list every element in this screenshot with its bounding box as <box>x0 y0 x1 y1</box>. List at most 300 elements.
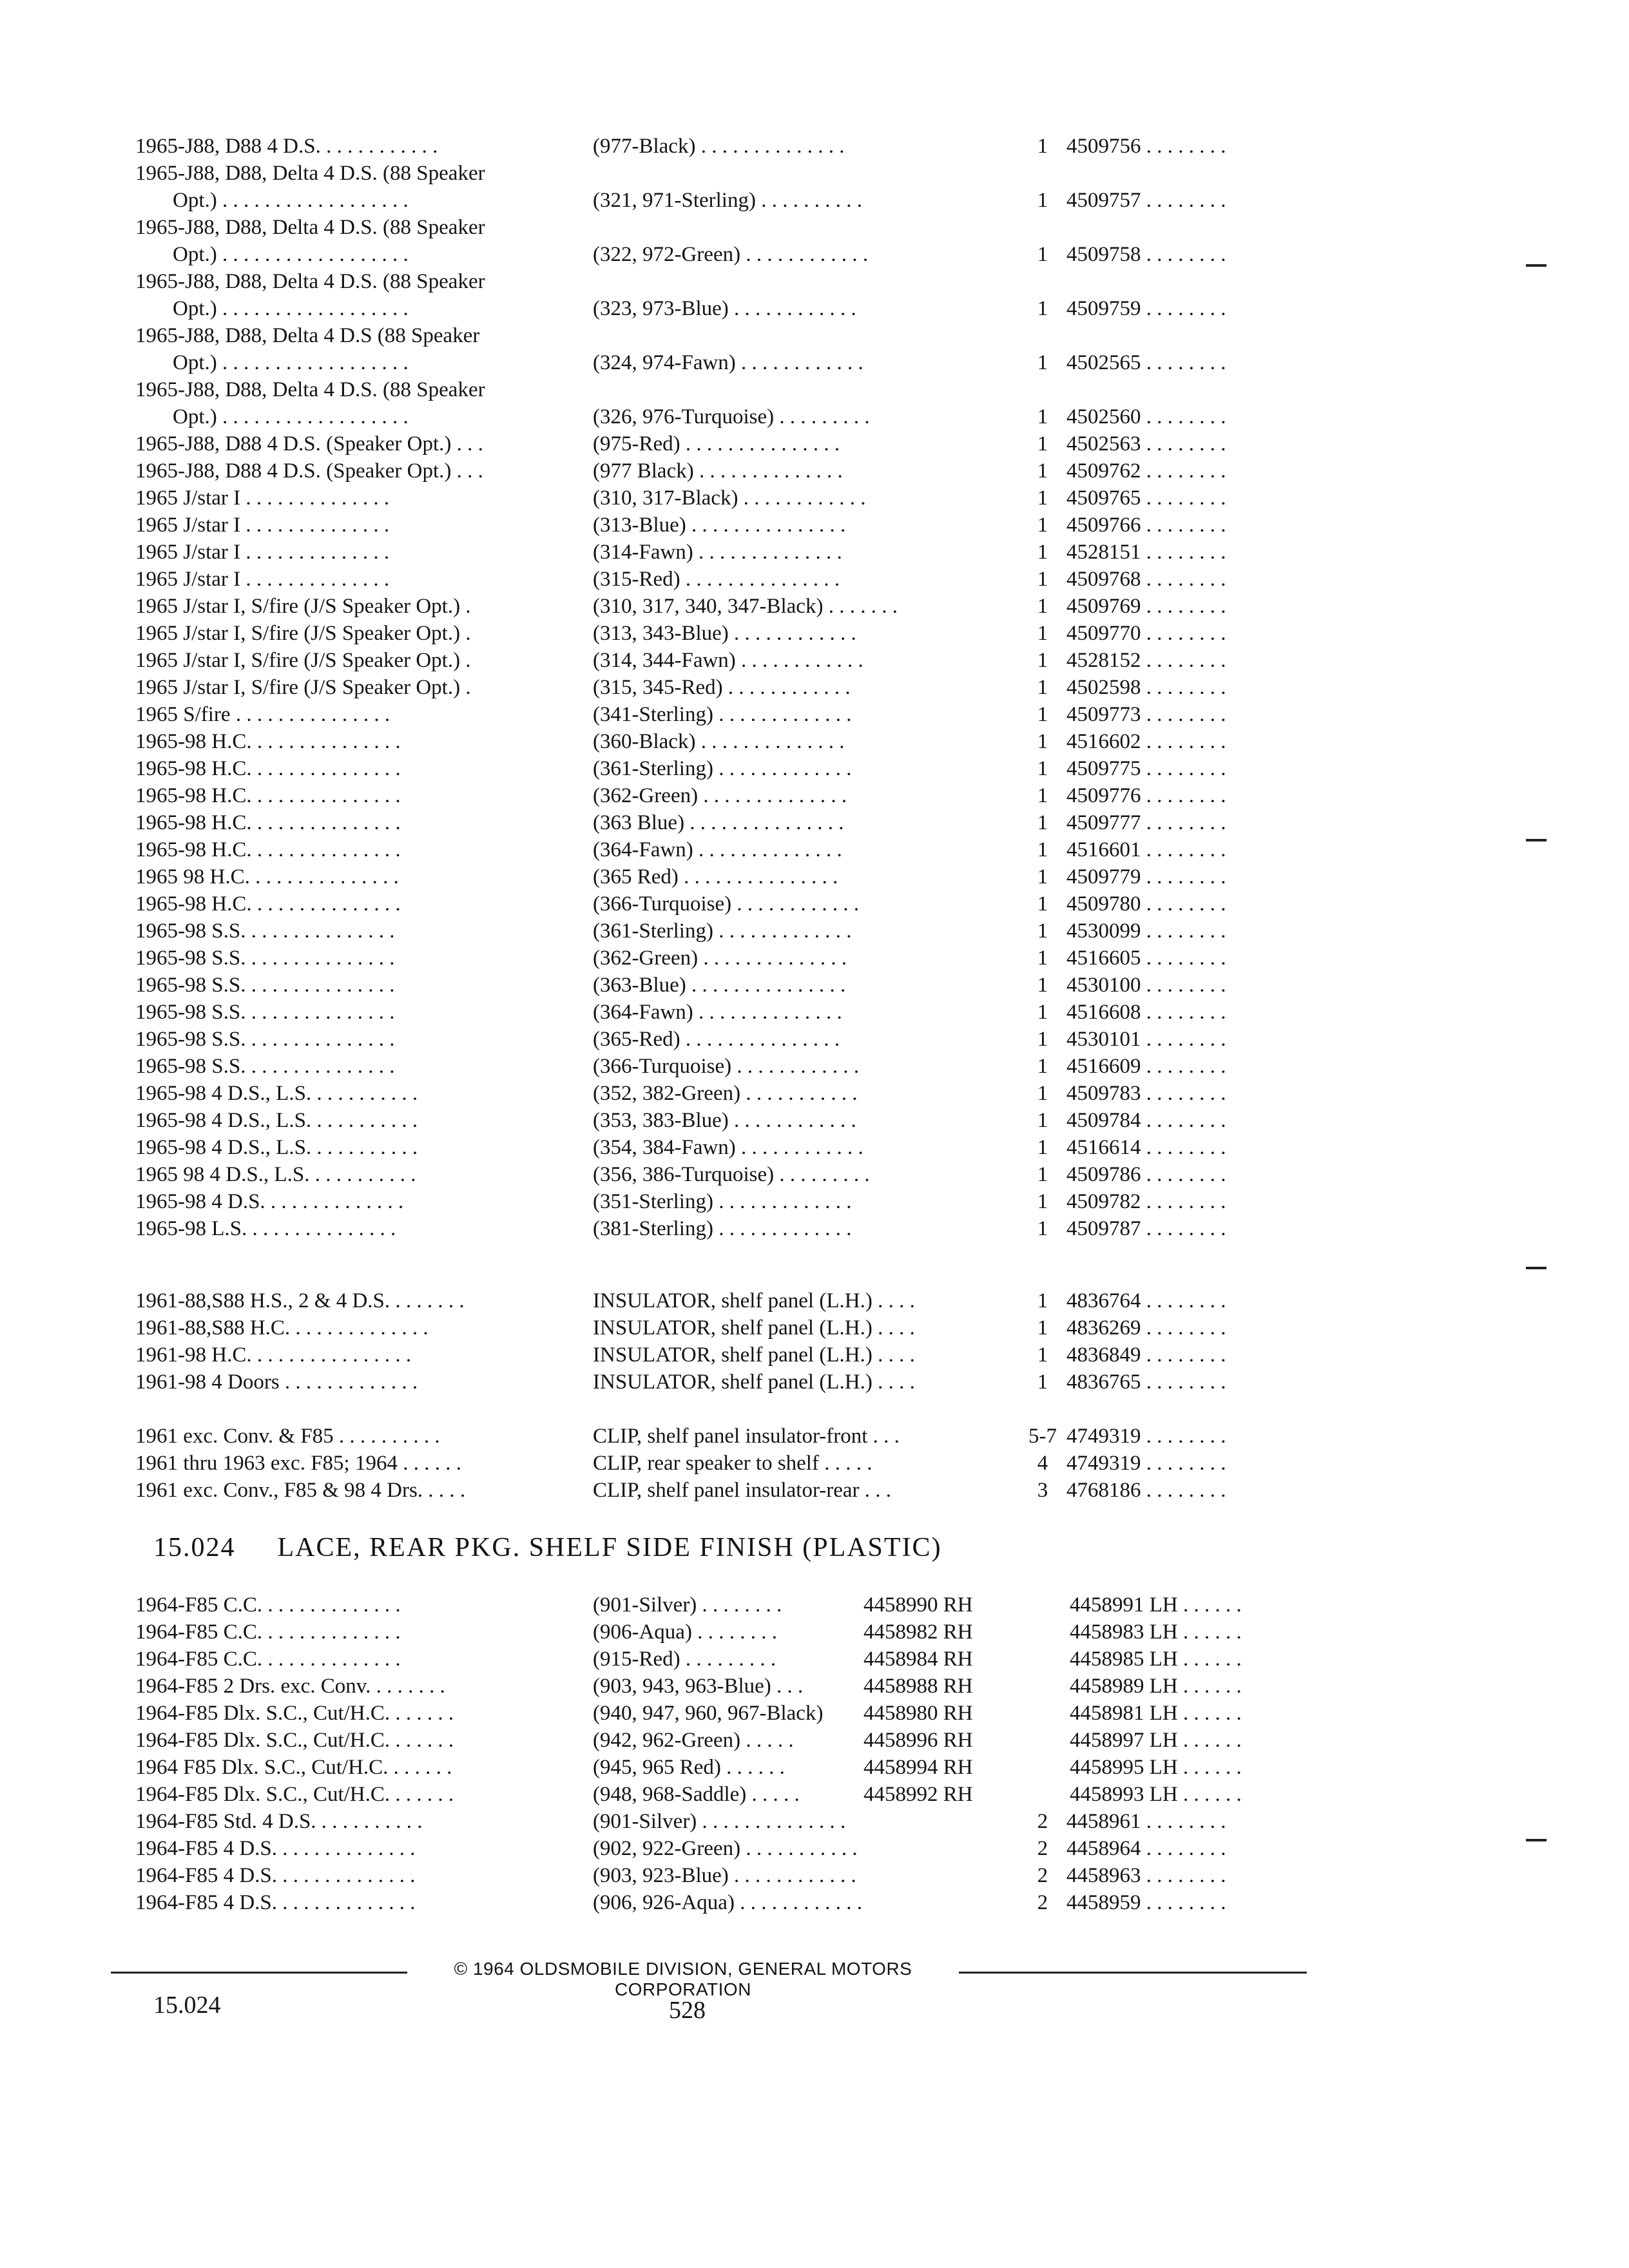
section-heading <box>153 1532 942 1563</box>
model-description <box>135 890 567 918</box>
quantity: 1 <box>1037 811 1048 834</box>
table-row <box>0 1287 1629 1314</box>
model-description <box>135 1314 567 1341</box>
part-number-rh: 4458994 RH <box>863 1756 973 1779</box>
table-row <box>0 890 1629 918</box>
quantity: 1 <box>1037 1055 1048 1078</box>
quantity: 1 <box>1037 541 1048 564</box>
part-number: 4836765 . . . . . . . . <box>1066 1370 1226 1394</box>
model-description <box>135 1450 567 1477</box>
part-name: (977-Black) . . . . . . . . . . . . . . <box>593 135 845 158</box>
part-number-lh: 4458991 LH . . . . . . <box>1070 1593 1242 1617</box>
model-description-line: 1965-98 4 D.S., L.S. . . . . . . . . . . <box>135 1109 418 1132</box>
part-number: 4509758 . . . . . . . . <box>1066 243 1226 266</box>
part-name: (361-Sterling) . . . . . . . . . . . . . <box>593 919 852 943</box>
part-name: (901-Silver) . . . . . . . . <box>593 1593 782 1617</box>
quantity: 1 <box>1037 1082 1048 1105</box>
part-number: 4502565 . . . . . . . . <box>1066 351 1226 374</box>
model-description-continuation: Opt.) . . . . . . . . . . . . . . . . . . <box>173 297 409 320</box>
copyright-line: © 1964 OLDSMOBILE DIVISION, GENERAL MOTORS CORPORATION <box>454 1959 912 1999</box>
model-description <box>135 430 567 457</box>
model-description <box>135 1053 567 1080</box>
part-number: 4509759 . . . . . . . . <box>1066 297 1226 320</box>
quantity: 1 <box>1037 405 1048 428</box>
model-description <box>135 782 567 809</box>
model-description-line: 1965-98 S.S. . . . . . . . . . . . . . . <box>135 947 395 970</box>
part-name: (322, 972-Green) . . . . . . . . . . . . <box>593 243 869 266</box>
part-name: (352, 382-Green) . . . . . . . . . . . <box>593 1082 858 1105</box>
part-number: 4509756 . . . . . . . . <box>1066 135 1226 158</box>
margin-mark <box>1526 839 1547 841</box>
table-row <box>0 972 1629 999</box>
model-description-line: 1961-98 H.C. . . . . . . . . . . . . . . . <box>135 1343 412 1367</box>
quantity: 1 <box>1037 1316 1048 1340</box>
table-row <box>0 430 1629 457</box>
table-row <box>0 1808 1629 1835</box>
model-description <box>135 1161 567 1188</box>
part-number: 4530100 . . . . . . . . <box>1066 974 1226 997</box>
table-row <box>0 1619 1629 1646</box>
part-number-lh: 4458993 LH . . . . . . <box>1070 1783 1242 1806</box>
model-description <box>135 1808 567 1835</box>
part-name: (902, 922-Green) . . . . . . . . . . . <box>593 1837 858 1860</box>
model-description-line: 1965-J88, D88, Delta 4 D.S. (88 Speaker <box>135 216 485 239</box>
part-number: 4509787 . . . . . . . . <box>1066 1217 1226 1240</box>
part-number-rh: 4458988 RH <box>863 1675 973 1698</box>
model-description <box>135 512 567 539</box>
model-description-line: 1965 98 H.C. . . . . . . . . . . . . . . <box>135 865 399 889</box>
part-name: (314-Fawn) . . . . . . . . . . . . . . <box>593 541 842 564</box>
quantity: 1 <box>1037 784 1048 807</box>
model-description <box>135 863 567 890</box>
part-number: 4749319 . . . . . . . . <box>1066 1452 1226 1475</box>
part-number-rh: 4458982 RH <box>863 1620 973 1644</box>
part-number: 4836269 . . . . . . . . <box>1066 1316 1226 1340</box>
part-name: (915-Red) . . . . . . . . . <box>593 1648 776 1671</box>
part-name: (326, 976-Turquoise) . . . . . . . . . <box>593 405 870 428</box>
part-number-rh: 4458984 RH <box>863 1648 973 1671</box>
part-name: INSULATOR, shelf panel (L.H.) . . . . <box>593 1289 915 1312</box>
table-row <box>0 1781 1629 1808</box>
part-number: 4516605 . . . . . . . . <box>1066 947 1226 970</box>
part-number: 4458961 . . . . . . . . <box>1066 1810 1226 1833</box>
model-description <box>135 1341 567 1369</box>
quantity: 1 <box>1037 892 1048 916</box>
quantity: 1 <box>1037 351 1048 374</box>
part-name: (977 Black) . . . . . . . . . . . . . . <box>593 459 843 483</box>
table-row <box>0 376 1629 430</box>
quantity: 1 <box>1037 730 1048 753</box>
table-row <box>0 1477 1629 1504</box>
part-number: 4509780 . . . . . . . . <box>1066 892 1226 916</box>
model-description <box>135 972 567 999</box>
part-number-lh: 4458981 LH . . . . . . <box>1070 1702 1242 1725</box>
part-name: (906-Aqua) . . . . . . . . <box>593 1620 777 1644</box>
model-description <box>135 1107 567 1134</box>
part-number: 4768186 . . . . . . . . <box>1066 1479 1226 1502</box>
part-name: (363 Blue) . . . . . . . . . . . . . . . <box>593 811 844 834</box>
part-name: (356, 386-Turquoise) . . . . . . . . . <box>593 1163 870 1186</box>
part-number: 4528151 . . . . . . . . <box>1066 541 1226 564</box>
part-name: (940, 947, 960, 967-Black) <box>593 1702 824 1725</box>
table-row <box>0 1423 1629 1450</box>
model-description <box>135 160 567 214</box>
part-number: 4509766 . . . . . . . . <box>1066 514 1226 537</box>
margin-mark <box>1526 1839 1547 1841</box>
part-name: INSULATOR, shelf panel (L.H.) . . . . <box>593 1316 915 1340</box>
part-number: 4509783 . . . . . . . . <box>1066 1082 1226 1105</box>
model-description-line: 1965 S/fire . . . . . . . . . . . . . . . <box>135 703 390 726</box>
model-description-line: 1965-J88, D88, Delta 4 D.S (88 Speaker <box>135 324 480 347</box>
part-name: (903, 923-Blue) . . . . . . . . . . . . <box>593 1864 856 1887</box>
part-name: INSULATOR, shelf panel (L.H.) . . . . <box>593 1343 915 1367</box>
part-number: 4509762 . . . . . . . . <box>1066 459 1226 483</box>
quantity: 1 <box>1037 703 1048 726</box>
part-number: 4509757 . . . . . . . . <box>1066 189 1226 212</box>
model-description: 1964 F85 Dlx. S.C., Cut/H.C. . . . . . . <box>135 1756 452 1779</box>
model-description-line: 1965 J/star I, S/fire (J/S Speaker Opt.) . <box>135 649 471 672</box>
part-name: (362-Green) . . . . . . . . . . . . . . <box>593 947 847 970</box>
table-row <box>0 1161 1629 1188</box>
model-description <box>135 1477 567 1504</box>
part-name: (363-Blue) . . . . . . . . . . . . . . . <box>593 974 846 997</box>
part-number: 4516608 . . . . . . . . <box>1066 1001 1226 1024</box>
part-name: (975-Red) . . . . . . . . . . . . . . . <box>593 432 840 456</box>
part-name: (942, 962-Green) . . . . . <box>593 1729 794 1752</box>
model-description-line: 1965 J/star I, S/fire (J/S Speaker Opt.) . <box>135 676 471 699</box>
table-row <box>0 1591 1629 1619</box>
page-number: 528 <box>669 1997 706 2024</box>
table-row <box>0 1026 1629 1053</box>
part-number: 4509776 . . . . . . . . <box>1066 784 1226 807</box>
model-description-line: 1965-J88, D88, Delta 4 D.S. (88 Speaker <box>135 270 485 293</box>
table-row <box>0 322 1629 376</box>
table-row <box>0 1080 1629 1107</box>
model-description-line: 1965-98 L.S. . . . . . . . . . . . . . . <box>135 1217 396 1240</box>
quantity: 1 <box>1037 459 1048 483</box>
model-description <box>135 809 567 836</box>
quantity: 1 <box>1037 432 1048 456</box>
model-description-line: 1965-98 S.S. . . . . . . . . . . . . . . <box>135 1055 395 1078</box>
model-description-line: 1965-98 S.S. . . . . . . . . . . . . . . <box>135 1001 395 1024</box>
model-description <box>135 728 567 755</box>
part-number: 4502560 . . . . . . . . <box>1066 405 1226 428</box>
quantity: 2 <box>1037 1864 1048 1887</box>
part-number: 4458959 . . . . . . . . <box>1066 1891 1226 1914</box>
part-name: (314, 344-Fawn) . . . . . . . . . . . . <box>593 649 863 672</box>
quantity: 1 <box>1037 1001 1048 1024</box>
table-row <box>0 539 1629 566</box>
part-name: (381-Sterling) . . . . . . . . . . . . . <box>593 1217 852 1240</box>
model-description-line: 1961-88,S88 H.C. . . . . . . . . . . . . . <box>135 1316 429 1340</box>
model-description-continuation: Opt.) . . . . . . . . . . . . . . . . . . <box>173 243 409 266</box>
model-description <box>135 945 567 972</box>
part-name: (364-Fawn) . . . . . . . . . . . . . . <box>593 838 842 861</box>
table-row <box>0 918 1629 945</box>
quantity: 1 <box>1037 865 1048 889</box>
table-row <box>0 1646 1629 1673</box>
quantity: 1 <box>1037 676 1048 699</box>
part-number-lh: 4458997 LH . . . . . . <box>1070 1729 1242 1752</box>
quantity: 1 <box>1037 649 1048 672</box>
model-description <box>135 1080 567 1107</box>
model-description <box>135 1862 567 1889</box>
quantity: 2 <box>1037 1837 1048 1860</box>
part-name: (351-Sterling) . . . . . . . . . . . . . <box>593 1190 852 1213</box>
model-description-line: 1961 thru 1963 exc. F85; 1964 . . . . . . <box>135 1452 461 1475</box>
parts-list-clips <box>0 1423 1629 1504</box>
part-number: 4509775 . . . . . . . . <box>1066 757 1226 780</box>
model-description <box>135 1423 567 1450</box>
table-row <box>0 728 1629 755</box>
part-number: 4509782 . . . . . . . . <box>1066 1190 1226 1213</box>
model-description: 1964-F85 C.C. . . . . . . . . . . . . . <box>135 1593 401 1617</box>
table-row <box>0 133 1629 160</box>
quantity: 1 <box>1037 1136 1048 1159</box>
model-description-line: 1965-98 4 D.S. . . . . . . . . . . . . . <box>135 1190 404 1213</box>
model-description-line: 1964-F85 4 D.S. . . . . . . . . . . . . . <box>135 1837 416 1860</box>
part-name: (315-Red) . . . . . . . . . . . . . . . <box>593 568 840 591</box>
model-description <box>135 1369 567 1396</box>
table-row <box>0 999 1629 1026</box>
model-description-line: 1965-J88, D88 4 D.S. (Speaker Opt.) . . . <box>135 432 483 456</box>
model-description <box>135 1889 567 1916</box>
quantity: 1 <box>1037 919 1048 943</box>
part-number: 4509770 . . . . . . . . <box>1066 622 1226 645</box>
model-description: 1964-F85 Dlx. S.C., Cut/H.C. . . . . . . <box>135 1729 454 1752</box>
table-row <box>0 1188 1629 1215</box>
model-description-line: 1965-98 H.C. . . . . . . . . . . . . . . <box>135 730 401 753</box>
model-description-line: 1965 J/star I . . . . . . . . . . . . . . <box>135 514 390 537</box>
model-description <box>135 1287 567 1314</box>
model-description-line: 1965 J/star I . . . . . . . . . . . . . . <box>135 568 390 591</box>
part-number-lh: 4458983 LH . . . . . . <box>1070 1620 1242 1644</box>
quantity: 1 <box>1037 1343 1048 1367</box>
quantity: 2 <box>1037 1891 1048 1914</box>
table-row <box>0 566 1629 593</box>
quantity: 1 <box>1037 622 1048 645</box>
model-description-continuation: Opt.) . . . . . . . . . . . . . . . . . . <box>173 351 409 374</box>
part-name: (313-Blue) . . . . . . . . . . . . . . . <box>593 514 846 537</box>
table-row <box>0 1673 1629 1700</box>
model-description-line: 1965-98 S.S. . . . . . . . . . . . . . . <box>135 919 395 943</box>
quantity: 1 <box>1037 514 1048 537</box>
model-description-line: 1965-98 S.S. . . . . . . . . . . . . . . <box>135 1028 395 1051</box>
table-row <box>0 512 1629 539</box>
model-description <box>135 1188 567 1215</box>
model-description: 1964-F85 2 Drs. exc. Conv. . . . . . . . <box>135 1675 445 1698</box>
part-number: 4836764 . . . . . . . . <box>1066 1289 1226 1312</box>
table-row <box>0 1450 1629 1477</box>
part-name: (365 Red) . . . . . . . . . . . . . . . <box>593 865 838 889</box>
quantity: 2 <box>1037 1810 1048 1833</box>
model-description <box>135 647 567 674</box>
part-number: 4458963 . . . . . . . . <box>1066 1864 1226 1887</box>
model-description <box>135 999 567 1026</box>
model-description <box>135 918 567 945</box>
model-description <box>135 1835 567 1862</box>
quantity: 1 <box>1037 947 1048 970</box>
model-description-continuation: Opt.) . . . . . . . . . . . . . . . . . . <box>173 405 409 428</box>
margin-mark <box>1526 1267 1547 1269</box>
part-number: 4509779 . . . . . . . . <box>1066 865 1226 889</box>
table-row <box>0 1754 1629 1781</box>
part-name: (945, 965 Red) . . . . . . <box>593 1756 785 1779</box>
part-number: 4516602 . . . . . . . . <box>1066 730 1226 753</box>
quantity: 1 <box>1037 757 1048 780</box>
model-description <box>135 566 567 593</box>
model-description-line: 1965-J88, D88 4 D.S. (Speaker Opt.) . . . <box>135 459 483 483</box>
part-number-rh: 4458980 RH <box>863 1702 973 1725</box>
model-description <box>135 485 567 512</box>
part-name: (324, 974-Fawn) . . . . . . . . . . . . <box>593 351 863 374</box>
quantity: 1 <box>1037 297 1048 320</box>
table-row <box>0 1700 1629 1727</box>
model-description <box>135 268 567 322</box>
footer-rule-right <box>959 1972 1307 1974</box>
part-name: (310, 317, 340, 347-Black) . . . . . . . <box>593 595 898 618</box>
table-row <box>0 674 1629 701</box>
quantity: 1 <box>1037 486 1048 510</box>
table-row <box>0 1862 1629 1889</box>
part-number: 4458964 . . . . . . . . <box>1066 1837 1226 1860</box>
model-description <box>135 539 567 566</box>
part-number: 4509768 . . . . . . . . <box>1066 568 1226 591</box>
model-description <box>135 755 567 782</box>
model-description <box>135 593 567 620</box>
table-row <box>0 485 1629 512</box>
margin-mark <box>1526 264 1547 267</box>
part-name: (354, 384-Fawn) . . . . . . . . . . . . <box>593 1136 863 1159</box>
part-name: (321, 971-Sterling) . . . . . . . . . . <box>593 189 862 212</box>
part-number: 4502598 . . . . . . . . <box>1066 676 1226 699</box>
part-name: (341-Sterling) . . . . . . . . . . . . . <box>593 703 852 726</box>
model-description <box>135 322 567 376</box>
model-description-line: 1964-F85 Std. 4 D.S. . . . . . . . . . . <box>135 1810 423 1833</box>
model-description-line: 1965 J/star I, S/fire (J/S Speaker Opt.) . <box>135 595 471 618</box>
model-description <box>135 214 567 268</box>
model-description-continuation: Opt.) . . . . . . . . . . . . . . . . . . <box>173 189 409 212</box>
part-number-rh: 4458992 RH <box>863 1783 973 1806</box>
model-description-line: 1965-98 S.S. . . . . . . . . . . . . . . <box>135 974 395 997</box>
model-description-line: 1965 J/star I . . . . . . . . . . . . . . <box>135 486 390 510</box>
part-name: (360-Black) . . . . . . . . . . . . . . <box>593 730 845 753</box>
table-row <box>0 755 1629 782</box>
model-description-line: 1965-J88, D88, Delta 4 D.S. (88 Speaker <box>135 162 485 185</box>
model-description <box>135 1026 567 1053</box>
table-row <box>0 1835 1629 1862</box>
part-name: (353, 383-Blue) . . . . . . . . . . . . <box>593 1109 856 1132</box>
quantity: 1 <box>1037 1163 1048 1186</box>
part-name: INSULATOR, shelf panel (L.H.) . . . . <box>593 1370 915 1394</box>
lace-list-rh-lh <box>0 1591 1629 1808</box>
part-name: (901-Silver) . . . . . . . . . . . . . . <box>593 1810 846 1833</box>
table-row <box>0 160 1629 214</box>
model-description <box>135 836 567 863</box>
table-row <box>0 1314 1629 1341</box>
part-name: (903, 943, 963-Blue) . . . <box>593 1675 804 1698</box>
model-description-line: 1961 exc. Conv. & F85 . . . . . . . . . . <box>135 1425 440 1448</box>
quantity: 1 <box>1037 189 1048 212</box>
part-name: (313, 343-Blue) . . . . . . . . . . . . <box>593 622 856 645</box>
part-name: (365-Red) . . . . . . . . . . . . . . . <box>593 1028 840 1051</box>
model-description-line: 1965-J88, D88, Delta 4 D.S. (88 Speaker <box>135 378 485 401</box>
quantity: 1 <box>1037 135 1048 158</box>
table-row <box>0 1889 1629 1916</box>
table-row <box>0 836 1629 863</box>
table-row <box>0 1215 1629 1242</box>
model-description-line: 1965-98 H.C. . . . . . . . . . . . . . . <box>135 892 401 916</box>
part-name: (315, 345-Red) . . . . . . . . . . . . <box>593 676 851 699</box>
part-number-lh: 4458995 LH . . . . . . <box>1070 1756 1242 1779</box>
table-row <box>0 1053 1629 1080</box>
quantity: 5-7 <box>1028 1425 1057 1448</box>
part-number-lh: 4458985 LH . . . . . . <box>1070 1648 1242 1671</box>
table-row <box>0 1341 1629 1369</box>
part-name: (366-Turquoise) . . . . . . . . . . . . <box>593 1055 860 1078</box>
part-number: 4516609 . . . . . . . . <box>1066 1055 1226 1078</box>
section-title: LACE, REAR PKG. SHELF SIDE FINISH (PLASTIC) <box>277 1533 942 1562</box>
model-description-line: 1965-98 H.C. . . . . . . . . . . . . . . <box>135 838 401 861</box>
model-description-line: 1965 J/star I . . . . . . . . . . . . . . <box>135 541 390 564</box>
table-row <box>0 457 1629 485</box>
part-number: 4528152 . . . . . . . . <box>1066 649 1226 672</box>
table-row <box>0 863 1629 890</box>
model-description-line: 1965-J88, D88 4 D.S. . . . . . . . . . . . <box>135 135 438 158</box>
part-number: 4509777 . . . . . . . . <box>1066 811 1226 834</box>
part-number-lh: 4458989 LH . . . . . . <box>1070 1675 1242 1698</box>
part-number: 4530099 . . . . . . . . <box>1066 919 1226 943</box>
part-number: 4516614 . . . . . . . . <box>1066 1136 1226 1159</box>
parts-list-insulators <box>0 1287 1629 1396</box>
model-description <box>135 674 567 701</box>
part-name: (361-Sterling) . . . . . . . . . . . . . <box>593 757 852 780</box>
part-number: 4502563 . . . . . . . . <box>1066 432 1226 456</box>
quantity: 1 <box>1037 1190 1048 1213</box>
part-number: 4509784 . . . . . . . . <box>1066 1109 1226 1132</box>
table-row <box>0 1727 1629 1754</box>
table-row <box>0 620 1629 647</box>
quantity: 1 <box>1037 1109 1048 1132</box>
footer-rule-left <box>111 1972 407 1974</box>
part-name: CLIP, rear speaker to shelf . . . . . <box>593 1452 872 1475</box>
table-row <box>0 214 1629 268</box>
part-name: (366-Turquoise) . . . . . . . . . . . . <box>593 892 860 916</box>
model-description-line: 1964-F85 4 D.S. . . . . . . . . . . . . . <box>135 1891 416 1914</box>
quantity: 1 <box>1037 595 1048 618</box>
model-description <box>135 133 567 160</box>
model-description: 1964-F85 C.C. . . . . . . . . . . . . . <box>135 1648 401 1671</box>
model-description-line: 1965-98 H.C. . . . . . . . . . . . . . . <box>135 811 401 834</box>
model-description: 1964-F85 Dlx. S.C., Cut/H.C. . . . . . . <box>135 1702 454 1725</box>
model-description <box>135 1134 567 1161</box>
quantity: 1 <box>1037 1217 1048 1240</box>
part-name: CLIP, shelf panel insulator-front . . . <box>593 1425 900 1448</box>
model-description-line: 1965-98 4 D.S., L.S. . . . . . . . . . . <box>135 1082 418 1105</box>
model-description <box>135 376 567 430</box>
model-description-line: 1964-F85 4 D.S. . . . . . . . . . . . . . <box>135 1864 416 1887</box>
quantity: 3 <box>1037 1479 1048 1502</box>
quantity: 1 <box>1037 243 1048 266</box>
model-description: 1964-F85 Dlx. S.C., Cut/H.C. . . . . . . <box>135 1783 454 1806</box>
table-row <box>0 945 1629 972</box>
part-number: 4509765 . . . . . . . . <box>1066 486 1226 510</box>
model-description-line: 1961-98 4 Doors . . . . . . . . . . . . . <box>135 1370 418 1394</box>
model-description-line: 1961-88,S88 H.S., 2 & 4 D.S. . . . . . . . <box>135 1289 465 1312</box>
table-row <box>0 701 1629 728</box>
table-row <box>0 268 1629 322</box>
section-number: 15.024 <box>153 1533 236 1562</box>
